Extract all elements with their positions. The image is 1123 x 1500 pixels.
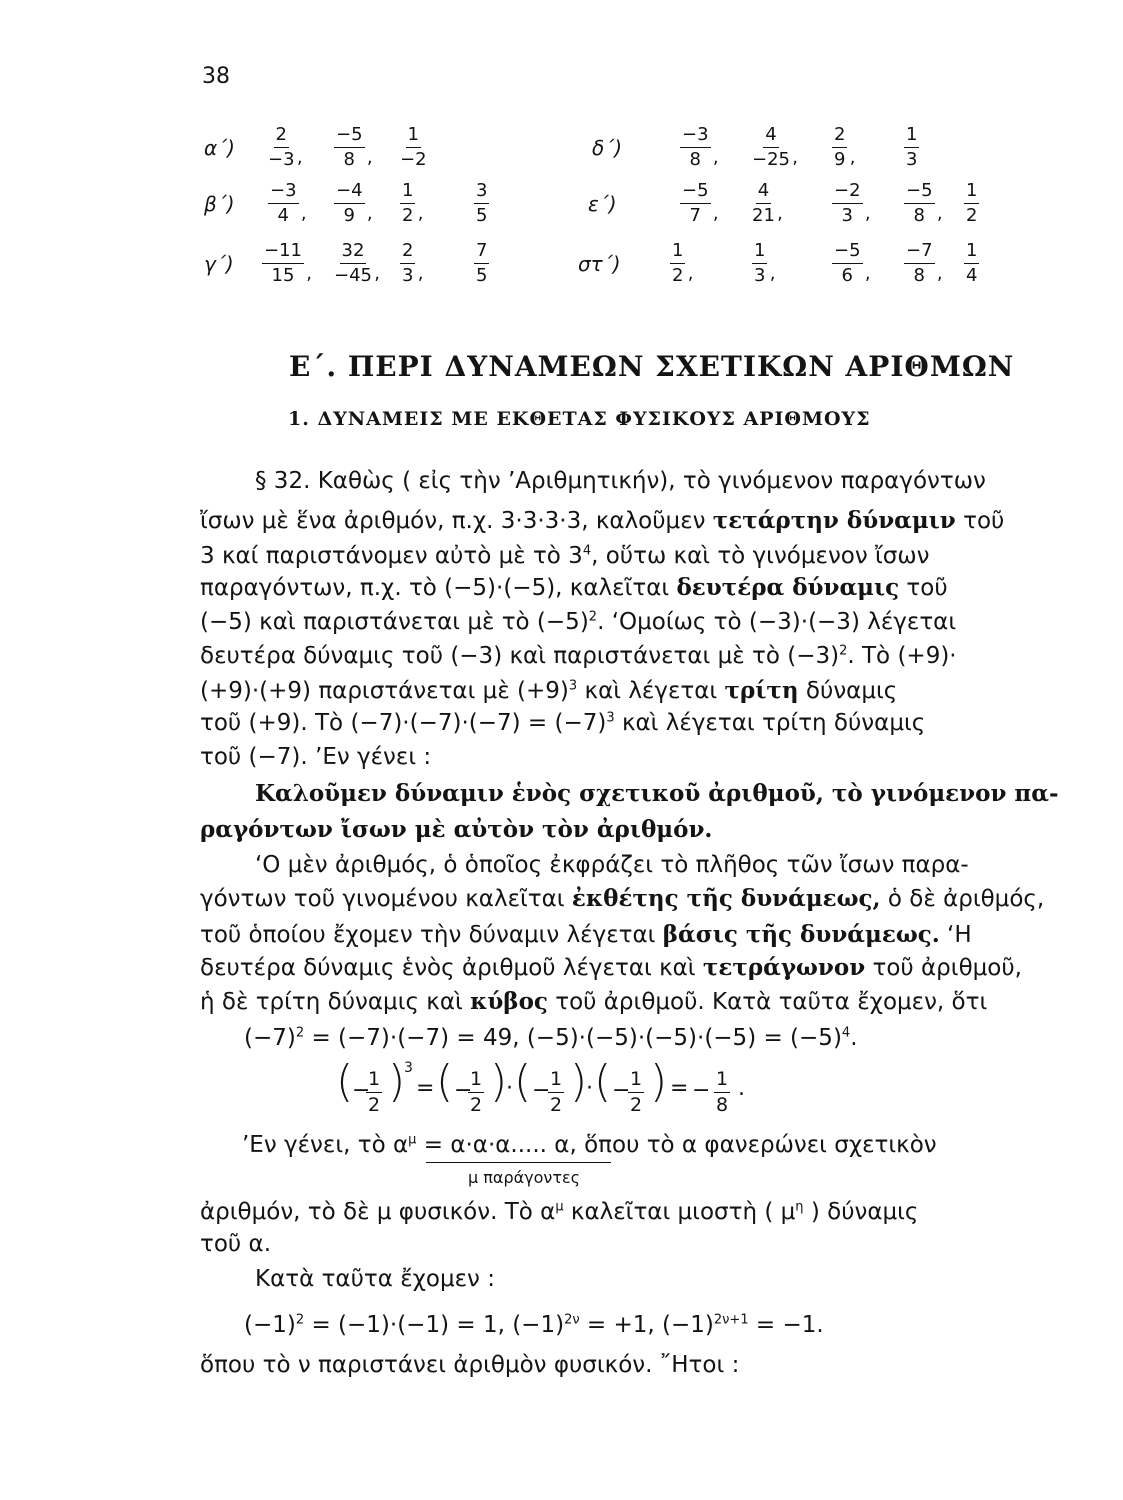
- fraction: 3 5: [476, 180, 488, 226]
- paragraph-line: παραγόντων, π.χ. τὸ (−5)·(−5), καλεῖται δευτέρα δύναμις τοῦ: [200, 574, 948, 601]
- exercise-label: δ΄): [592, 136, 623, 160]
- fraction: 32 −45 ,: [334, 240, 380, 286]
- underbrace-label: μ παράγοντες: [468, 1168, 581, 1187]
- paragraph-line: τοῦ ὁποίου ἔχομεν τὴν δύναμιν λέγεται βάσις τῆς δυνάμεως. ‘Η: [200, 921, 972, 948]
- fraction: −5 8 ,: [336, 124, 373, 170]
- paragraph-line: (−5) καὶ παριστάνεται μὲ τὸ $(-5)^2$. ‘Ομοίως τὸ (−3)·(−3) λέγεται: [200, 609, 957, 635]
- subsection-title: 1. ΔΥΝΑΜΕΙΣ ΜΕ ΕΚΘΕΤΑΣ ΦΥΣΙΚΟΥΣ ΑΡΙΘΜΟΥΣ: [288, 408, 871, 430]
- paragraph-line: 3 καί παριστάνομεν αὐτὸ μὲ τὸ $3^4$, οὕτω καὶ τὸ γινόμενον ἴσων: [200, 543, 930, 569]
- fraction: −5 8 ,: [906, 180, 943, 226]
- fraction: 1 2 ,: [672, 240, 694, 286]
- fraction: −4 9 ,: [336, 180, 373, 226]
- paragraph-line: ὅπου τὸ ν παριστάνει ἀριθμὸν φυσικόν. ῎Ητοι :: [200, 1352, 740, 1378]
- paragraph-line: (+9)·(+9) παριστάνεται μὲ $(+9)^3$ καὶ λέγεται τρίτη δύναμις: [200, 677, 898, 704]
- fraction: −3 8 ,: [682, 124, 719, 170]
- fraction: 2 −3 ,: [268, 124, 303, 170]
- definition-line: Καλοῦμεν δύναμιν ἑνὸς σχετικοῦ ἀριθμοῦ, τὸ γινόμενον πα-: [255, 780, 1059, 807]
- paragraph-line: ἀριθμόν, τὸ δὲ μ φυσικόν. Τὸ $\alpha^\mu$ καλεῖται μιοστὴ ( $\mu^\eta$ ) δύναμις: [200, 1199, 919, 1225]
- paragraph-line: ’Εν γένει, τὸ $\alpha^\mu = \alpha\cdot\alpha\cdot\alpha$..... α, ὅπου τὸ α φανερώνει σχετικὸν: [242, 1132, 937, 1158]
- fraction: 1 3: [906, 124, 918, 170]
- definition-line: ραγόντων ἴσων μὲ αὐτὸν τὸν ἀριθμόν.: [200, 816, 713, 843]
- paragraph-line: τοῦ (−7). ’Εν γένει :: [200, 744, 432, 770]
- fraction: 2 3 ,: [402, 240, 424, 286]
- fraction: 2 9 ,: [834, 124, 856, 170]
- equation-minus-one: $(-1)^2 = (-1)\cdot(-1) = 1$, $(-1)^{2\nu} = +1$, $(-1)^{2\nu+1} = -1$.: [244, 1312, 824, 1338]
- equation-fraction-cube: ( − 1 2 ) 3 = ( − 1 2 ) · ( − 1 2 ) · ( − 1 2 ) = − 1 8 .: [336, 1056, 745, 1116]
- exercise-label: α΄): [204, 136, 235, 160]
- equation-powers: $(-7)^2 = (-7)\cdot(-7) = 49$, $(-5)\cdot(-5)\cdot(-5)\cdot(-5) = (-5)^4$.: [244, 1025, 858, 1051]
- paragraph-line: τοῦ (+9). Τὸ $(-7)\cdot(-7)\cdot(-7) = (-7)^3$ καὶ λέγεται τρίτη δύναμις: [200, 710, 926, 736]
- fraction: 4 21 ,: [752, 180, 783, 226]
- paragraph-line: § 32. Καθὼς ( εἰς τὴν ’Αριθμητικήν), τὸ γινόμενον παραγόντων: [255, 468, 986, 494]
- paragraph-line: δευτέρα δύναμις ἑνὸς ἀριθμοῦ λέγεται καὶ τετράγωνον τοῦ ἀριθμοῦ,: [200, 954, 1022, 981]
- fraction: 4 −25 ,: [752, 124, 798, 170]
- paragraph-line: δευτέρα δύναμις τοῦ (−3) καὶ παριστάνεται μὲ τὸ $(-3)^2$. Τὸ (+9)·: [200, 643, 957, 669]
- page-number: 38: [202, 64, 230, 89]
- exercise-label: ε΄): [588, 192, 617, 216]
- fraction: 1 3 ,: [754, 240, 776, 286]
- exercise-label: β΄): [204, 192, 235, 216]
- fraction: −7 8 ,: [906, 240, 943, 286]
- fraction: 1 2 ,: [402, 180, 424, 226]
- fraction: −5 7 ,: [682, 180, 719, 226]
- fraction: −3 4 ,: [270, 180, 307, 226]
- fraction: 1 2: [966, 180, 978, 226]
- exercise-label: στ΄): [578, 252, 621, 276]
- fraction: −2 3 ,: [834, 180, 871, 226]
- section-title: Ε΄. ΠΕΡΙ ΔΥΝΑΜΕΩΝ ΣΧΕΤΙΚΩΝ ΑΡΙΘΜΩΝ: [289, 350, 1015, 383]
- fraction: 1 4: [966, 240, 978, 286]
- underbrace: [426, 1162, 611, 1163]
- fraction: −11 15 ,: [264, 240, 312, 286]
- fraction: 1 −2: [400, 124, 427, 170]
- paragraph-line: ἡ δὲ τρίτη δύναμις καὶ κύβος τοῦ ἀριθμοῦ. Κατὰ ταῦτα ἔχομεν, ὅτι: [200, 988, 988, 1015]
- fraction: 7 5: [476, 240, 488, 286]
- exercise-label: γ΄): [204, 252, 234, 276]
- paragraph-line: τοῦ α.: [200, 1231, 272, 1257]
- paragraph-line: Κατὰ ταῦτα ἔχομεν :: [255, 1266, 495, 1292]
- paragraph-line: γόντων τοῦ γινομένου καλεῖται ἐκθέτης τῆς δυνάμεως, ὁ δὲ ἀριθμός,: [200, 885, 1045, 912]
- fraction: −5 6 ,: [834, 240, 871, 286]
- paragraph-line: ‘Ο μὲν ἀριθμός, ὁ ὁποῖος ἐκφράζει τὸ πλῆθος τῶν ἴσων παρα-: [255, 852, 969, 878]
- paragraph-line: ἴσων μὲ ἕνα ἀριθμόν, π.χ. 3·3·3·3, καλοῦμεν τετάρτην δύναμιν τοῦ: [200, 507, 1005, 534]
